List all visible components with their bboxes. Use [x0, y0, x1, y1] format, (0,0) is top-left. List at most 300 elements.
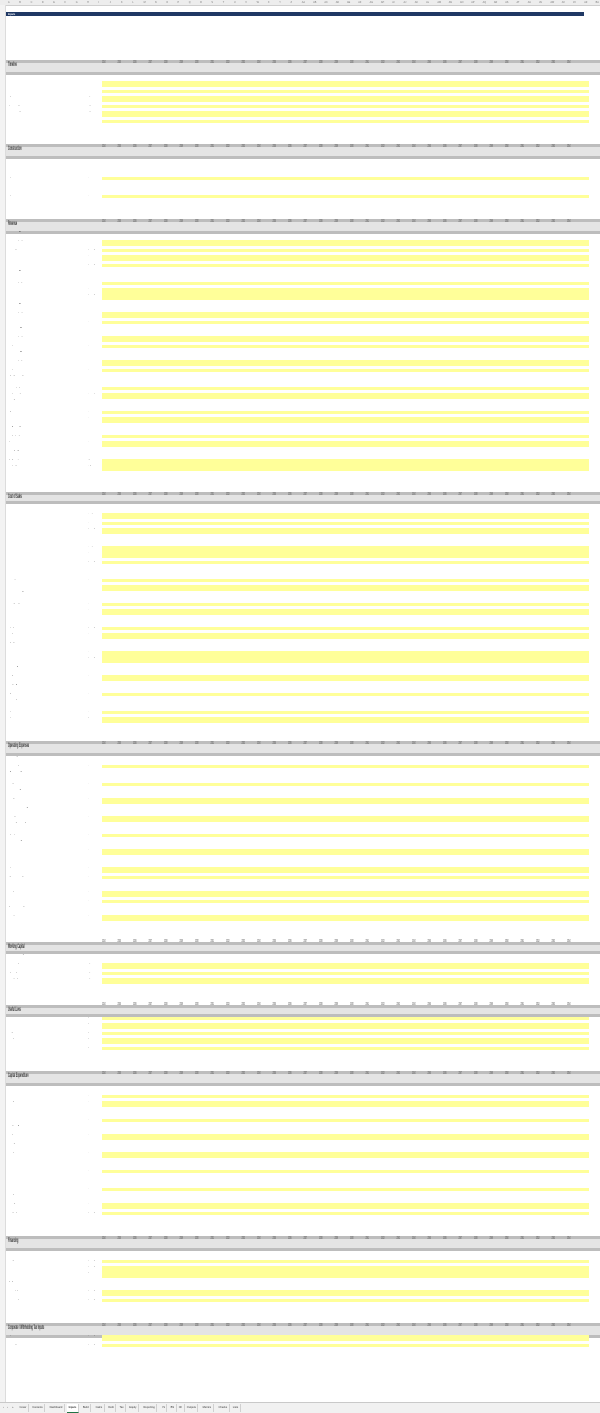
cell-value[interactable]: 00: [520, 560, 522, 564]
cell-value[interactable]: 00: [148, 385, 150, 389]
cell-value[interactable]: 00: [504, 1031, 507, 1035]
cell-value[interactable]: 00: [256, 1016, 259, 1020]
cell-value[interactable]: 00: [334, 867, 336, 871]
cell-value[interactable]: 00: [349, 1335, 352, 1339]
cell-value[interactable]: 00: [535, 417, 538, 421]
cell-value[interactable]: 00: [489, 781, 491, 785]
cell-value[interactable]: 00: [194, 798, 197, 802]
cell-value[interactable]: 00: [442, 1093, 445, 1097]
cell-value[interactable]: 00: [349, 916, 352, 920]
cell-value[interactable]: 00: [365, 361, 367, 365]
cell-value[interactable]: 00: [411, 410, 414, 414]
cell-value[interactable]: 00: [489, 978, 491, 982]
cell-value[interactable]: 00: [442, 833, 445, 837]
cell-value[interactable]: 00: [504, 833, 507, 837]
cell-value[interactable]: 00: [225, 1266, 228, 1269]
cell-value[interactable]: 00: [349, 609, 352, 613]
cell-value[interactable]: 00: [210, 1273, 212, 1277]
cell-value[interactable]: 00: [473, 361, 476, 365]
cell-value[interactable]: 00: [303, 193, 305, 197]
cell-value[interactable]: 00: [318, 1093, 321, 1097]
cell-value[interactable]: 00: [535, 295, 538, 299]
cell-value[interactable]: 00: [272, 514, 274, 518]
cell-value[interactable]: 00: [287, 287, 290, 291]
cell-value[interactable]: 00: [489, 119, 491, 123]
cell-value[interactable]: 00: [411, 916, 414, 920]
cell-value[interactable]: 00: [442, 1038, 445, 1042]
cell-value[interactable]: 00: [272, 963, 274, 967]
cell-value[interactable]: 00: [458, 963, 460, 967]
cell-value[interactable]: 00: [117, 344, 119, 348]
cell-value[interactable]: 00: [256, 577, 259, 581]
cell-value[interactable]: 00: [427, 385, 429, 389]
cell-value[interactable]: 00: [551, 577, 553, 581]
cell-value[interactable]: 00: [349, 971, 352, 975]
cell-value[interactable]: 00: [365, 256, 367, 260]
cell-value[interactable]: 00: [349, 336, 352, 340]
cell-value[interactable]: 00: [117, 176, 119, 180]
cell-value[interactable]: 00: [194, 119, 197, 123]
cell-value[interactable]: 00: [504, 104, 507, 108]
cell-value[interactable]: 00: [117, 97, 119, 101]
cell-value[interactable]: 00: [427, 978, 429, 982]
sheet-tab-bs[interactable]: BS: [169, 1404, 176, 1412]
cell-value[interactable]: 00: [504, 916, 507, 920]
cell-value[interactable]: 00: [163, 916, 166, 920]
cell-value[interactable]: 00: [458, 241, 460, 245]
cell-value[interactable]: 00: [566, 176, 569, 180]
cell-value[interactable]: 00: [303, 609, 305, 613]
cell-value[interactable]: 00: [535, 104, 538, 108]
cell-value[interactable]: 00: [272, 764, 274, 768]
cell-value[interactable]: 00: [504, 248, 507, 252]
cell-value[interactable]: 00: [225, 1101, 228, 1104]
cell-value[interactable]: 00: [582, 1258, 584, 1262]
cell-value[interactable]: 00: [582, 312, 584, 316]
cell-value[interactable]: 00: [396, 97, 398, 101]
cell-value[interactable]: 00: [458, 553, 460, 557]
cell-value[interactable]: 00: [365, 280, 367, 284]
cell-value[interactable]: 00: [318, 891, 321, 895]
cell-value[interactable]: 00: [117, 193, 119, 197]
cell-value[interactable]: 00: [582, 717, 584, 720]
cell-value[interactable]: 00: [241, 709, 243, 713]
cell-value[interactable]: 00: [427, 344, 429, 348]
cell-value[interactable]: 00: [551, 295, 553, 299]
sheet-tab-checks[interactable]: Checks: [217, 1404, 230, 1412]
cell-value[interactable]: 00: [194, 263, 197, 267]
cell-value[interactable]: 00: [380, 368, 383, 372]
cell-value[interactable]: 00: [520, 368, 522, 372]
cell-value[interactable]: 00: [411, 1016, 414, 1020]
cell-value[interactable]: 00: [380, 874, 383, 878]
input-cells[interactable]: [102, 1094, 589, 1099]
cell-value[interactable]: 00: [582, 111, 584, 115]
cell-value[interactable]: 00: [303, 104, 305, 108]
cell-value[interactable]: 00: [365, 466, 367, 470]
cell-value[interactable]: 00: [194, 393, 197, 396]
cell-value[interactable]: 00: [194, 1023, 197, 1027]
cell-value[interactable]: 00: [318, 963, 321, 967]
cell-value[interactable]: 00: [334, 1038, 336, 1042]
cell-value[interactable]: 00: [535, 89, 538, 93]
cell-value[interactable]: 00: [179, 1297, 181, 1301]
cell-value[interactable]: 00: [489, 874, 491, 878]
cell-value[interactable]: 00: [334, 434, 336, 438]
cell-value[interactable]: 00: [473, 466, 476, 470]
cell-value[interactable]: 00: [535, 585, 538, 588]
cell-value[interactable]: 00: [473, 393, 476, 396]
cell-value[interactable]: 00: [442, 514, 445, 518]
cell-value[interactable]: 00: [272, 874, 274, 878]
cell-value[interactable]: 00: [566, 280, 569, 284]
cell-value[interactable]: 00: [489, 176, 491, 180]
cell-value[interactable]: 00: [411, 287, 414, 291]
cell-value[interactable]: 00: [504, 393, 507, 396]
cell-value[interactable]: 00: [473, 963, 476, 967]
cell-value[interactable]: 00: [380, 1186, 383, 1190]
cell-value[interactable]: 00: [396, 1152, 398, 1156]
cell-value[interactable]: 00: [535, 1118, 538, 1122]
cell-value[interactable]: 00: [148, 410, 150, 414]
cell-value[interactable]: 00: [551, 256, 553, 260]
cell-value[interactable]: 00: [396, 675, 398, 679]
cell-value[interactable]: 00: [427, 798, 429, 802]
cell-value[interactable]: 00: [272, 709, 274, 713]
cell-value[interactable]: 00: [551, 1203, 553, 1207]
cell-value[interactable]: 00: [117, 368, 119, 372]
cell-value[interactable]: 00: [225, 675, 228, 679]
cell-value[interactable]: 00: [241, 1038, 243, 1042]
cell-value[interactable]: 00: [411, 1135, 414, 1139]
cell-value[interactable]: 00: [473, 312, 476, 316]
cell-value[interactable]: 00: [210, 410, 212, 414]
cell-value[interactable]: 00: [163, 1203, 166, 1207]
cell-value[interactable]: 00: [411, 248, 414, 252]
cell-value[interactable]: 00: [411, 874, 414, 878]
cell-value[interactable]: 00: [380, 1045, 383, 1049]
cell-value[interactable]: 00: [365, 916, 367, 920]
cell-value[interactable]: 00: [380, 111, 383, 115]
cell-value[interactable]: 00: [380, 280, 383, 284]
cell-value[interactable]: 00: [318, 1135, 321, 1139]
cell-value[interactable]: 00: [132, 1038, 135, 1042]
cell-value[interactable]: 00: [179, 692, 181, 696]
cell-value[interactable]: 00: [520, 602, 522, 606]
cell-value[interactable]: 00: [551, 1118, 553, 1122]
cell-value[interactable]: 00: [582, 368, 584, 372]
cell-value[interactable]: 00: [272, 717, 274, 720]
cell-value[interactable]: 00: [520, 1210, 522, 1214]
cell-value[interactable]: 00: [117, 1031, 119, 1035]
cell-value[interactable]: 00: [442, 176, 445, 180]
cell-value[interactable]: 00: [241, 119, 243, 123]
cell-value[interactable]: 00: [272, 89, 274, 93]
cell-value[interactable]: 00: [380, 393, 383, 396]
cell-value[interactable]: 00: [210, 675, 212, 679]
cell-value[interactable]: 00: [551, 528, 553, 532]
cell-value[interactable]: 00: [241, 295, 243, 299]
cell-value[interactable]: 00: [396, 1186, 398, 1190]
cell-value[interactable]: 00: [148, 978, 150, 982]
cell-value[interactable]: 00: [194, 241, 197, 245]
cell-value[interactable]: 00: [287, 833, 290, 837]
cell-value[interactable]: 00: [566, 585, 569, 588]
cell-value[interactable]: 00: [380, 1335, 383, 1339]
cell-value[interactable]: 00: [427, 521, 429, 525]
cell-value[interactable]: 00: [551, 816, 553, 819]
cell-value[interactable]: 00: [551, 1031, 553, 1035]
cell-value[interactable]: 00: [442, 717, 445, 720]
cell-value[interactable]: 00: [272, 1045, 274, 1049]
cell-value[interactable]: 00: [458, 874, 460, 878]
cell-value[interactable]: 00: [489, 833, 491, 837]
cell-value[interactable]: 00: [241, 609, 243, 613]
cell-value[interactable]: 00: [179, 1335, 181, 1339]
cell-value[interactable]: 00: [582, 1273, 584, 1277]
cell-value[interactable]: 00: [272, 410, 274, 414]
cell-value[interactable]: 00: [380, 1135, 383, 1139]
cell-value[interactable]: 00: [148, 521, 150, 525]
cell-value[interactable]: 00: [582, 1038, 584, 1042]
cell-value[interactable]: 00: [210, 528, 212, 532]
cell-value[interactable]: 00: [504, 263, 507, 267]
cell-value[interactable]: 00: [458, 1290, 460, 1294]
cell-value[interactable]: 00: [458, 521, 460, 525]
cell-value[interactable]: 00: [287, 319, 290, 323]
cell-value[interactable]: 00: [117, 1273, 119, 1277]
cell-value[interactable]: 00: [427, 417, 429, 421]
cell-value[interactable]: 00: [535, 764, 538, 768]
cell-value[interactable]: 00: [179, 1023, 181, 1027]
cell-value[interactable]: 00: [287, 193, 290, 197]
cell-value[interactable]: 00: [334, 82, 336, 86]
cell-value[interactable]: 00: [318, 651, 321, 654]
cell-value[interactable]: 00: [504, 545, 507, 549]
cell-value[interactable]: 00: [427, 633, 429, 637]
cell-value[interactable]: 00: [117, 361, 119, 365]
cell-value[interactable]: 00: [520, 764, 522, 768]
input-cells[interactable]: [102, 410, 589, 415]
cell-value[interactable]: 00: [241, 368, 243, 372]
input-cells[interactable]: [102, 1336, 589, 1341]
cell-value[interactable]: 00: [179, 963, 181, 967]
cell-value[interactable]: 00: [458, 528, 460, 532]
cell-value[interactable]: 00: [411, 1290, 414, 1294]
cell-value[interactable]: 00: [148, 1203, 150, 1207]
cell-value[interactable]: 00: [458, 899, 460, 903]
cell-value[interactable]: 00: [566, 781, 569, 785]
cell-value[interactable]: 00: [194, 1016, 197, 1020]
cell-value[interactable]: 00: [194, 963, 197, 967]
cell-value[interactable]: 00: [582, 393, 584, 396]
cell-value[interactable]: 00: [287, 1258, 290, 1262]
cell-value[interactable]: 00: [132, 193, 135, 197]
cell-value[interactable]: 00: [566, 553, 569, 557]
cell-value[interactable]: 00: [582, 263, 584, 267]
cell-value[interactable]: 00: [520, 263, 522, 267]
cell-value[interactable]: 00: [194, 553, 197, 557]
cell-value[interactable]: 00: [117, 602, 119, 606]
cell-value[interactable]: 00: [380, 256, 383, 260]
cell-value[interactable]: 00: [458, 1152, 460, 1156]
cell-value[interactable]: 00: [551, 1135, 553, 1139]
cell-value[interactable]: 00: [380, 585, 383, 588]
cell-value[interactable]: 00: [132, 417, 135, 421]
cell-value[interactable]: 00: [132, 528, 135, 532]
cell-value[interactable]: 00: [535, 833, 538, 837]
cell-value[interactable]: 00: [318, 1335, 321, 1339]
cell-value[interactable]: 00: [241, 417, 243, 421]
cell-value[interactable]: 00: [365, 798, 367, 802]
cell-value[interactable]: 00: [535, 577, 538, 581]
cell-value[interactable]: 00: [318, 176, 321, 180]
cell-value[interactable]: 00: [442, 1335, 445, 1339]
cell-value[interactable]: 00: [179, 633, 181, 637]
cell-value[interactable]: 00: [303, 560, 305, 564]
cell-value[interactable]: 00: [148, 717, 150, 720]
column-letter[interactable]: S: [211, 1, 213, 4]
cell-value[interactable]: 00: [148, 361, 150, 365]
cell-value[interactable]: 00: [473, 1093, 476, 1097]
cell-value[interactable]: 00: [132, 545, 135, 549]
cell-value[interactable]: 00: [504, 256, 507, 260]
cell-value[interactable]: 00: [303, 633, 305, 637]
cell-value[interactable]: 00: [489, 1023, 491, 1027]
cell-value[interactable]: 00: [427, 176, 429, 180]
cell-value[interactable]: 00: [163, 833, 166, 837]
cell-value[interactable]: 00: [551, 466, 553, 470]
cell-value[interactable]: 00: [520, 1266, 522, 1269]
cell-value[interactable]: 00: [504, 963, 507, 967]
cell-value[interactable]: 00: [489, 1101, 491, 1104]
cell-value[interactable]: 00: [442, 1023, 445, 1027]
cell-value[interactable]: 00: [287, 434, 290, 438]
input-cells[interactable]: [102, 782, 589, 787]
cell-value[interactable]: 00: [349, 1273, 352, 1277]
cell-value[interactable]: 00: [582, 781, 584, 785]
cell-value[interactable]: 00: [179, 459, 181, 462]
cell-value[interactable]: 00: [458, 1118, 460, 1122]
column-letter[interactable]: AX: [561, 1, 565, 4]
cell-value[interactable]: 00: [566, 1152, 569, 1156]
cell-value[interactable]: 00: [442, 104, 445, 108]
cell-value[interactable]: 00: [117, 295, 119, 299]
cell-value[interactable]: 00: [551, 709, 553, 713]
cell-value[interactable]: 00: [380, 891, 383, 895]
input-cells[interactable]: [102, 1290, 589, 1295]
column-letter[interactable]: I: [98, 1, 100, 4]
cell-value[interactable]: 00: [411, 104, 414, 108]
input-cells[interactable]: [102, 1273, 589, 1278]
cell-value[interactable]: 00: [148, 241, 150, 245]
cell-value[interactable]: 00: [117, 1152, 119, 1156]
cell-value[interactable]: 00: [194, 560, 197, 564]
cell-value[interactable]: 00: [318, 466, 321, 470]
input-cells[interactable]: [102, 288, 589, 293]
cell-value[interactable]: 00: [582, 1343, 584, 1347]
cell-value[interactable]: 00: [365, 675, 367, 679]
sheet-tab-cover[interactable]: Cover: [18, 1404, 29, 1412]
cell-value[interactable]: 00: [396, 1045, 398, 1049]
cell-value[interactable]: 00: [334, 651, 336, 654]
cell-value[interactable]: 00: [442, 248, 445, 252]
cell-value[interactable]: 00: [318, 193, 321, 197]
cell-value[interactable]: 00: [566, 295, 569, 299]
cell-value[interactable]: 00: [365, 312, 367, 316]
cell-value[interactable]: 00: [380, 899, 383, 903]
cell-value[interactable]: 00: [287, 1290, 290, 1294]
cell-value[interactable]: 00: [117, 410, 119, 414]
cell-value[interactable]: 00: [241, 459, 243, 462]
cell-value[interactable]: 00: [520, 361, 522, 365]
cell-value[interactable]: 00: [473, 434, 476, 438]
cell-value[interactable]: 00: [427, 312, 429, 316]
cell-value[interactable]: 00: [287, 717, 290, 720]
cell-value[interactable]: 00: [241, 658, 243, 662]
cell-value[interactable]: 00: [535, 850, 538, 854]
cell-value[interactable]: 00: [411, 1266, 414, 1269]
cell-value[interactable]: 00: [287, 709, 290, 713]
cell-value[interactable]: 00: [535, 1023, 538, 1027]
cell-value[interactable]: 00: [489, 280, 491, 284]
cell-value[interactable]: 00: [272, 176, 274, 180]
column-letter[interactable]: W: [256, 1, 259, 4]
cell-value[interactable]: 00: [489, 764, 491, 768]
cell-value[interactable]: 00: [504, 1038, 507, 1042]
cell-value[interactable]: 00: [132, 521, 135, 525]
cell-value[interactable]: 00: [163, 441, 166, 445]
cell-value[interactable]: 00: [411, 577, 414, 581]
cell-value[interactable]: 00: [303, 978, 305, 982]
cell-value[interactable]: 00: [442, 545, 445, 549]
cell-value[interactable]: 00: [473, 263, 476, 267]
cell-value[interactable]: 00: [179, 709, 181, 713]
cell-value[interactable]: 00: [163, 1210, 166, 1214]
cell-value[interactable]: 00: [520, 553, 522, 557]
cell-value[interactable]: 00: [303, 816, 305, 819]
cell-value[interactable]: 00: [272, 521, 274, 525]
cell-value[interactable]: 00: [148, 82, 150, 86]
column-letter[interactable]: U: [234, 1, 236, 4]
cell-value[interactable]: 00: [442, 891, 445, 895]
cell-value[interactable]: 00: [272, 393, 274, 396]
cell-value[interactable]: 00: [411, 1023, 414, 1027]
cell-value[interactable]: 00: [442, 553, 445, 557]
cell-value[interactable]: 00: [194, 1290, 197, 1294]
cell-value[interactable]: 00: [427, 1016, 429, 1020]
cell-value[interactable]: 00: [241, 1023, 243, 1027]
cell-value[interactable]: 00: [566, 104, 569, 108]
cell-value[interactable]: 00: [427, 717, 429, 720]
cell-value[interactable]: 00: [365, 978, 367, 982]
cell-value[interactable]: 00: [210, 1045, 212, 1049]
cell-value[interactable]: 00: [318, 833, 321, 837]
cell-value[interactable]: 00: [365, 1135, 367, 1139]
cell-value[interactable]: 00: [442, 287, 445, 291]
cell-value[interactable]: 00: [334, 344, 336, 348]
cell-value[interactable]: 00: [194, 675, 197, 679]
cell-value[interactable]: 00: [551, 916, 553, 920]
cell-value[interactable]: 00: [256, 1045, 259, 1049]
cell-value[interactable]: 00: [287, 248, 290, 252]
cell-value[interactable]: 00: [272, 295, 274, 299]
column-letter[interactable]: AW: [550, 1, 555, 4]
cell-value[interactable]: 00: [194, 658, 197, 662]
cell-value[interactable]: 00: [318, 336, 321, 340]
cell-value[interactable]: 00: [427, 1266, 429, 1269]
cell-value[interactable]: 00: [117, 1038, 119, 1042]
